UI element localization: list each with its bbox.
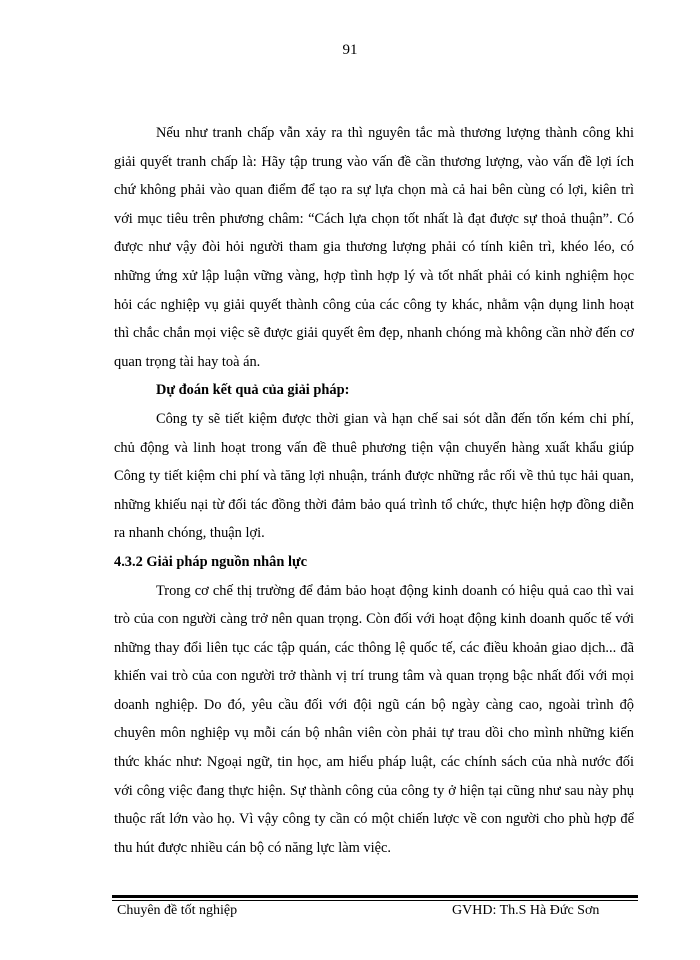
footer-advisor: GVHD: Th.S Hà Đức Sơn: [452, 903, 600, 918]
footer-rule-thin: [112, 900, 638, 901]
section-heading-human-resources: 4.3.2 Giải pháp nguồn nhân lực: [114, 553, 307, 570]
footer-rule-thick: [112, 895, 638, 898]
subheading-expected-results: Dự đoán kết quả của giải pháp:: [156, 382, 350, 399]
paragraph-human-resources: Trong cơ chế thị trường để đảm bảo hoạt động kinh doanh có hiệu quả cao thì vai trò của con người càng trở nên quan trọng. Còn đối với hoạt động kinh doanh quốc tế với những thay đổi liên tục các tập quán, các thông lệ quốc tế, các điều khoản giao dịch... đã khiến vai trò của con người trở thành vị trí trung tâm và quan trọng bậc nhất đối với mọi doanh nghiệp. Do đó, yêu cầu đối với đội ngũ cán bộ ngày càng cao, ngoài trình độ chuyên môn nghiệp vụ mỗi cán bộ nhân viên còn phải tự trau dồi cho mình những kiến thức khác như: Ngoại ngữ, tin học, am hiểu pháp luật, các chính sách của nhà nước đối với công việc đang thực hiện. Sự thành công của công ty ở hiện tại cũng như sau này phụ thuộc rất lớn vào họ. Vì vậy công ty cần có một chiến lược về con người cho phù hợp để thu hút được nhiều cán bộ có năng lực làm việc.: [114, 582, 634, 856]
footer-title: Chuyên đề tốt nghiệp: [117, 903, 238, 918]
paragraph-expected-results: Công ty sẽ tiết kiệm được thời gian và hạn chế sai sót dẫn đến tốn kém chi phí, chủ động và linh hoạt trong vấn đề thuê phương tiện vận chuyển hàng xuất khẩu giúp Công ty tiết kiệm chi phí và tăng lợi nhuận, tránh được những rắc rối về thủ tục hải quan, những khiếu nại từ đối tác đồng thời đảm bảo quá trình tổ chức, thực hiện hợp đồng diễn ra nhanh chóng, thuận lợi.: [114, 410, 634, 542]
page-number: 91: [342, 42, 358, 58]
document-body: [114, 119, 634, 862]
paragraph-negotiation: Nếu như tranh chấp vẫn xảy ra thì nguyên tắc mà thương lượng thành công khi giải quyết tranh chấp là: Hãy tập trung vào vấn đề cần thương lượng, vào vấn đề lợi ích chứ không phải vào quan điểm để tạo ra sự lựa chọn mà cả hai bên cùng có lợi, kiên trì với mục tiêu trên phương châm: “Cách lựa chọn tốt nhất là đạt được sự thoả thuận”. Có được như vậy đòi hỏi người tham gia thương lượng phải có tính kiên trì, khéo léo, có những ứng xử lập luận vững vàng, hợp tình hợp lý và tốt nhất phải có kinh nghiệm học hỏi các nghiệp vụ giải quyết thành công của các công ty khác, nhằm vận dụng linh hoạt thì chắc chắn mọi việc sẽ được giải quyết êm đẹp, nhanh chóng mà không cần nhờ đến cơ quan trọng tài hay toà án.: [114, 125, 634, 370]
